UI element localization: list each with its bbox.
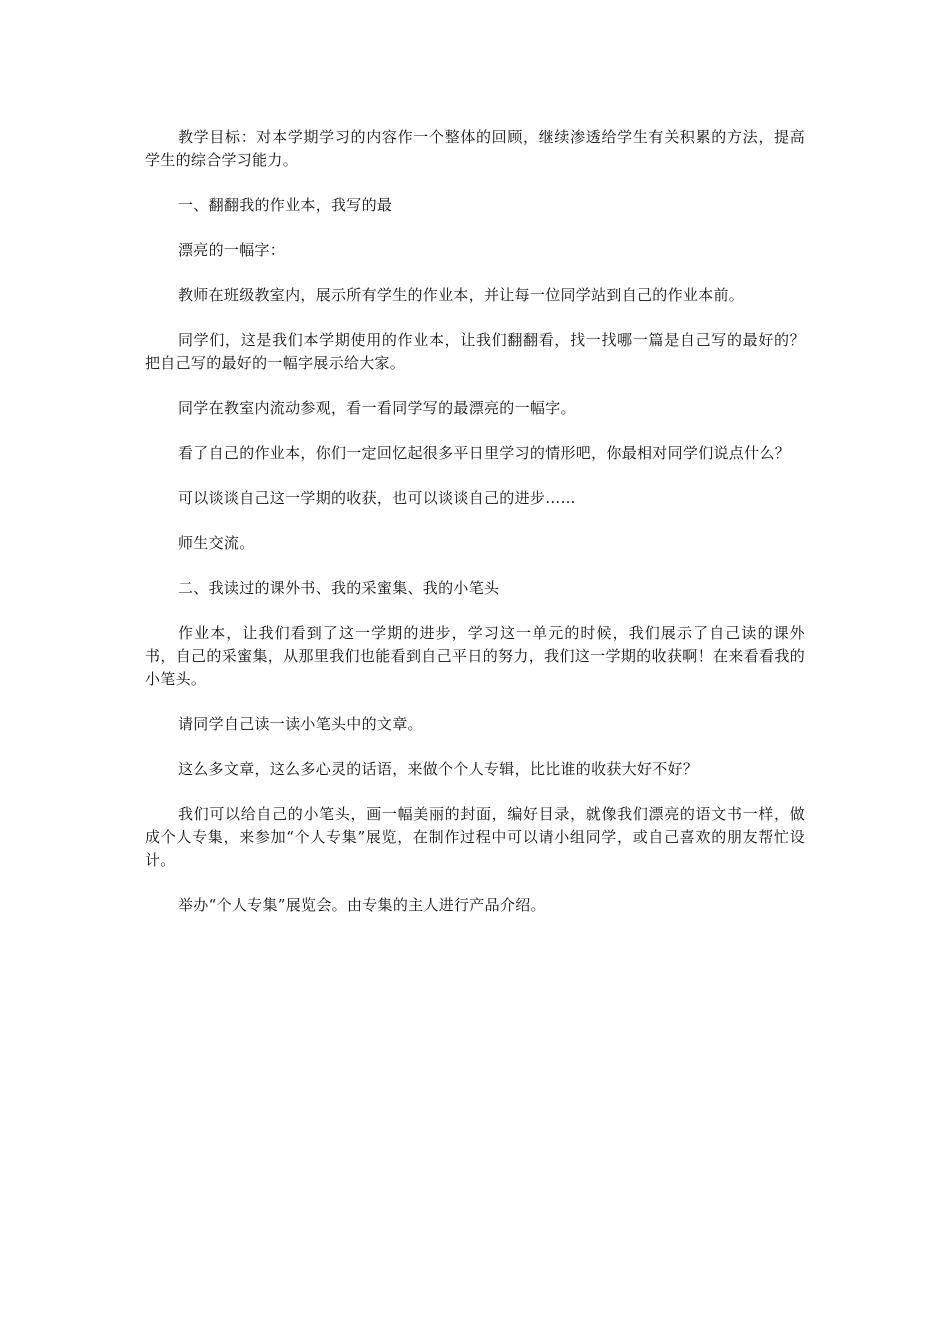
paragraph: 作业本，让我们看到了这一学期的进步，学习这一单元的时候，我们展示了自己读的课外书，自己的采蜜集，从那里我们也能看到自己平日的努力，我们这一学期的收获啊！在来看看我的小笔头。 [145, 624, 805, 688]
paragraph: 看了自己的作业本，你们一定回忆起很多平日里学习的情形吧，你最相对同学们说点什么？ [178, 444, 791, 462]
paragraph: 漂亮的一幅字： [178, 241, 286, 259]
paragraph-teaching-goal: 教学目标：对本学期学习的内容作一个整体的回顾，继续渗透给学生有关积累的方法，提高学生的综合学习能力。 [145, 128, 805, 169]
document-page [145, 126, 805, 939]
paragraph: 同学在教室内流动参观，看一看同学写的最漂亮的一幅字。 [178, 399, 576, 417]
paragraph: 这么多文章，这么多心灵的话语，来做个个人专辑，比比谁的收获大好不好？ [178, 760, 699, 778]
section-heading-2: 二、我读过的课外书、我的采蜜集、我的小笔头 [178, 579, 500, 597]
paragraph: 师生交流。 [178, 534, 255, 552]
paragraph: 教师在班级教室内，展示所有学生的作业本，并让每一位同学站到自己的作业本前。 [178, 286, 745, 304]
section-heading-1: 一、翻翻我的作业本，我写的最 [178, 196, 393, 214]
paragraph: 可以谈谈自己这一学期的收获，也可以谈谈自己的进步…… [178, 489, 576, 507]
paragraph: 我们可以给自己的小笔头，画一幅美丽的封面，编好目录，就像我们漂亮的语文书一样，做成个人专集，来参加“个人专集”展览，在制作过程中可以请小组同学，或自己喜欢的朋友帮忙设计。 [145, 805, 805, 869]
paragraph: 请同学自己读一读小笔头中的文章。 [178, 715, 423, 733]
paragraph: 同学们，这是我们本学期使用的作业本，让我们翻翻看，找一找哪一篇是自己写的最好的？把自己写的最好的一幅字展示给大家。 [145, 331, 805, 372]
paragraph: 举办“个人专集”展览会。由专集的主人进行产品介绍。 [178, 896, 546, 914]
